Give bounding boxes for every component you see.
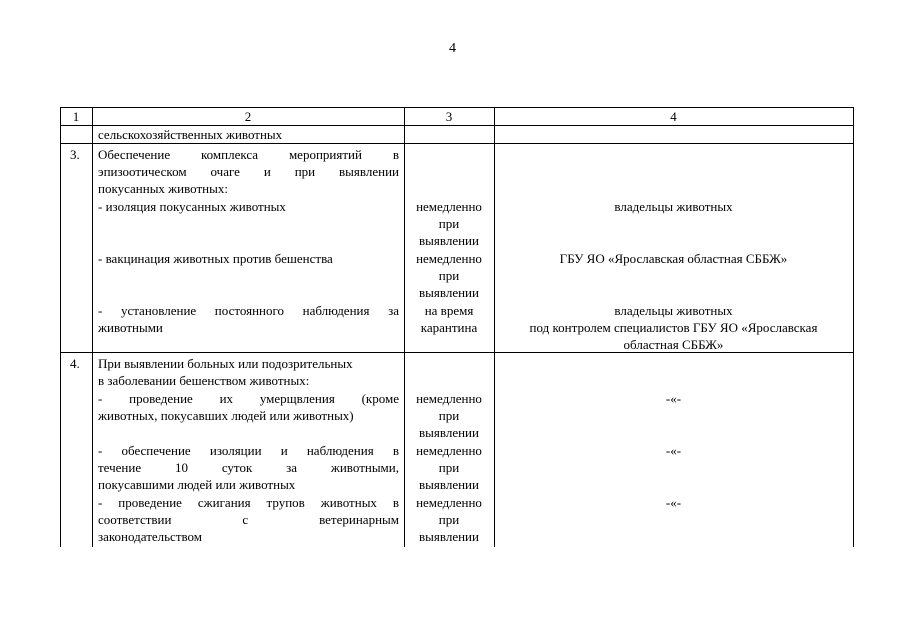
row4-item-text: течение 10 суток за животными,	[98, 460, 399, 475]
header-col2: 2	[244, 109, 252, 124]
row4-item-text: животных, покусавших людей или животных)	[98, 408, 354, 423]
row4-item-term: немедленно	[416, 391, 482, 406]
row-cont-bottom-border	[60, 143, 854, 144]
row4-item-executor: -«-	[665, 391, 682, 406]
row4-item-term: при	[438, 460, 460, 475]
header-col3: 3	[445, 109, 453, 124]
row4-item-executor: -«-	[665, 495, 682, 510]
row3-intro-line: эпизоотическом очаге и при выявлении	[98, 164, 399, 179]
row3-item-executor: ГБУ ЯО «Ярославская областная СББЖ»	[559, 251, 788, 266]
row4-item-text: покусавшими людей или животных	[98, 477, 296, 492]
row4-item-executor: -«-	[665, 443, 682, 458]
row4-item-text: законодательством	[98, 529, 203, 544]
col-divider-1	[92, 107, 93, 547]
row4-item-term: выявлении	[419, 529, 479, 544]
row3-item-term: при	[438, 216, 460, 231]
row4-item-term: при	[438, 512, 460, 527]
row3-item-text: животными	[98, 320, 163, 335]
row3-item-term: немедленно	[416, 199, 482, 214]
row3-intro-line: Обеспечение комплекса мероприятий в	[98, 147, 399, 162]
row4-item-term: выявлении	[419, 425, 479, 440]
row3-item-executor: под контролем специалистов ГБУ ЯО «Ярославская	[529, 320, 818, 335]
row3-item-term: при	[438, 268, 460, 283]
row3-item-term: выявлении	[419, 285, 479, 300]
row3-item-executor: владельцы животных	[614, 303, 733, 318]
row3-item-term: выявлении	[419, 233, 479, 248]
row3-item-executor: владельцы животных	[614, 199, 733, 214]
header-col4: 4	[670, 109, 677, 124]
page-number: 4	[449, 41, 456, 56]
row4-intro-line: в заболевании бешенством животных:	[98, 373, 310, 388]
row4-item-term: при	[438, 408, 460, 423]
row3-item-text: - вакцинация животных против бешенства	[98, 251, 333, 266]
row3-item-term: карантина	[420, 320, 478, 335]
row3-item-text: - установление постоянного наблюдения за	[98, 303, 399, 318]
row3-intro-line: покусанных животных:	[98, 181, 228, 196]
row4-item-term: немедленно	[416, 495, 482, 510]
row4-item-text: - обеспечение изоляции и наблюдения в	[98, 443, 399, 458]
table-right-border	[853, 107, 854, 547]
row4-item-term: немедленно	[416, 443, 482, 458]
row4-item-text: - проведение сжигания трупов животных в	[98, 495, 399, 510]
row3-item-executor: областная СББЖ»	[623, 337, 724, 352]
row3-item-term: на время	[424, 303, 474, 318]
row4-number: 4.	[70, 356, 80, 371]
table-left-border	[60, 107, 61, 547]
header-col1: 1	[72, 109, 80, 124]
row3-number: 3.	[70, 147, 80, 162]
row4-item-text: соответствии с ветеринарным	[98, 512, 399, 527]
row3-item-text: - изоляция покусанных животных	[98, 199, 286, 214]
row-cont-text: сельскохозяйственных животных	[98, 127, 283, 142]
row4-intro-line: При выявлении больных или подозрительных	[98, 356, 353, 371]
row3-item-term: немедленно	[416, 251, 482, 266]
row4-item-term: выявлении	[419, 477, 479, 492]
row4-item-text: - проведение их умерщвления (кроме	[98, 391, 399, 406]
